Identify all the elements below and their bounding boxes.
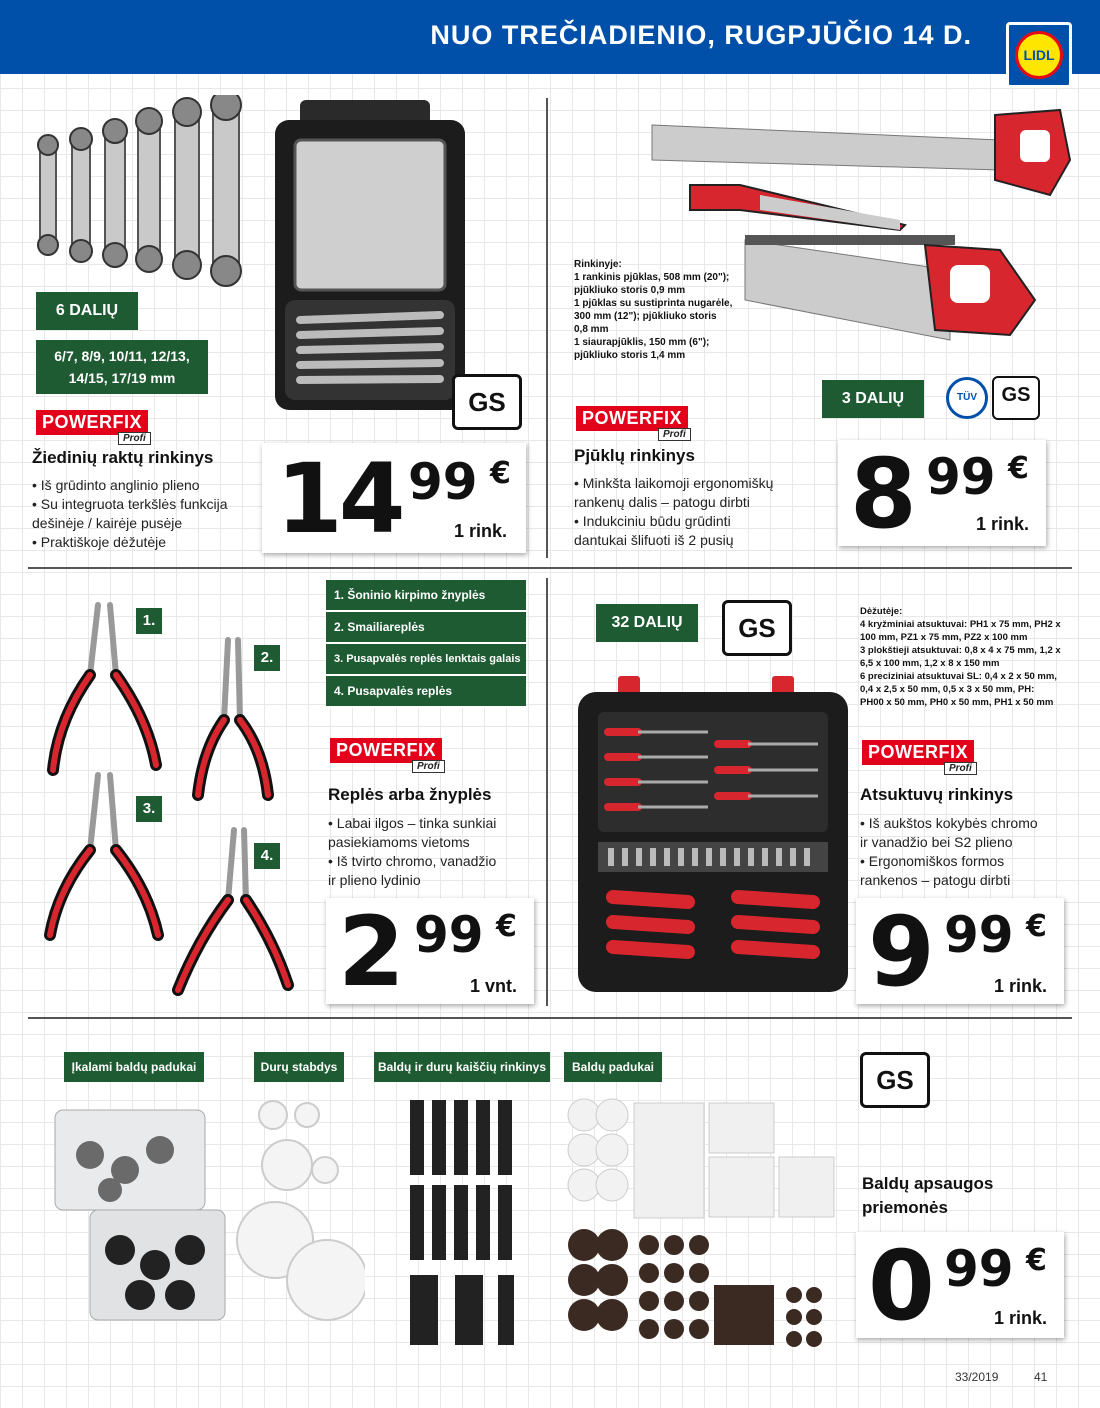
- brand-sub: Profi: [944, 762, 977, 775]
- gs-cert-icon-saw: [992, 376, 1040, 420]
- wrench-brand-logo: [36, 410, 148, 444]
- pliers-features: [328, 814, 496, 890]
- furniture-title: [862, 1172, 993, 1220]
- furniture-title-line-1: Baldų apsaugos: [862, 1174, 994, 1193]
- screwdriver-price-dec: 99: [944, 906, 1014, 964]
- wrench-price-int: 14: [276, 443, 402, 555]
- wrench-price-currency: €: [490, 456, 511, 491]
- page-number: 41: [1034, 1370, 1048, 1384]
- screwdriver-features: [860, 814, 1038, 890]
- furniture-price-dec: 99: [944, 1240, 1014, 1298]
- screwdriver-case-image: [568, 672, 858, 1002]
- pliers-feature-1: • Labai ilgos – tinka sunkiai: [328, 815, 497, 831]
- pliers-type-3: 3. Pusapvalės replės lenktais galais: [326, 644, 526, 676]
- saw-desc-8: pjūkliuko storis 1,4 mm: [574, 350, 686, 361]
- wrench-feature-4: • Praktiškoje dėžutėje: [32, 534, 167, 550]
- gs-cert-icon-screwdriver: [722, 600, 792, 656]
- pliers-price-currency: €: [496, 909, 517, 944]
- saw-brand-logo: [576, 406, 688, 440]
- wrench-price-dec: 99: [408, 453, 478, 511]
- furniture-tag-3: Baldų ir durų kaiščių rinkinys: [374, 1052, 550, 1082]
- furniture-price-currency: €: [1026, 1243, 1047, 1278]
- screwdriver-desc-2: 4 kryžminiai atsuktuvai: PH1 x 75 mm, PH2 x: [860, 619, 1061, 630]
- screwdriver-price-box: [856, 896, 1064, 1008]
- wrench-feature-2: • Su integruota terkšlės funkcija: [32, 496, 228, 512]
- pliers-num-1: 1.: [136, 608, 162, 634]
- saw-feature-3: • Indukciniu būdu grūdinti: [574, 513, 731, 529]
- tuv-cert-icon: TÜV: [946, 377, 988, 419]
- wrench-price-unit: 1 rink.: [454, 521, 508, 541]
- brand-name: POWERFIX: [330, 738, 442, 763]
- saw-price-box: [838, 438, 1046, 550]
- screwdriver-price-unit: 1 rink.: [994, 976, 1048, 996]
- furniture-price-unit: 1 rink.: [994, 1308, 1048, 1328]
- saw-desc-3: pjūkliuko storis 0,9 mm: [574, 285, 686, 296]
- pliers-type-2: 2. Smailiareplės: [326, 612, 526, 644]
- pliers-brand-logo: [330, 738, 442, 772]
- saw-desc-6: 0,8 mm: [574, 324, 609, 335]
- pliers-num-4: 4.: [254, 843, 280, 869]
- saw-title: Pjūklų rinkinys: [574, 446, 695, 465]
- pliers-price-box: [326, 896, 534, 1008]
- brand-sub: Profi: [412, 760, 445, 773]
- saw-desc-7: 1 siaurapjūklis, 150 mm (6");: [574, 337, 710, 348]
- pliers-price-int: 2: [338, 896, 405, 1008]
- nail-glides-image: [50, 1100, 230, 1330]
- header-title: NUO TREČIADIENIO, RUGPJŪČIO 14 D.: [430, 20, 972, 50]
- pliers-num-2: 2.: [254, 645, 280, 671]
- divider-horizontal-2: [28, 1017, 1072, 1019]
- pin-set-image: [400, 1095, 530, 1350]
- screwdriver-feature-4: rankenos – patogu dirbti: [860, 872, 1011, 888]
- pliers-num-3: 3.: [136, 796, 162, 822]
- saw-desc-5: 300 mm (12"); pjūkliuko storis: [574, 311, 717, 322]
- saw-price-currency: €: [1008, 451, 1029, 486]
- pliers-feature-4: ir plieno lydinio: [328, 872, 421, 888]
- lidl-logo: [1006, 22, 1072, 88]
- wrench-case-image: [270, 95, 470, 415]
- wrench-title: Žiedinių raktų rinkinys: [32, 448, 214, 467]
- screwdriver-desc-1: Dėžutėje:: [860, 606, 903, 617]
- screwdriver-feature-3: • Ergonomiškos formos: [860, 853, 1005, 869]
- brand-sub: Profi: [658, 428, 691, 441]
- gs-cert-text: GS: [468, 387, 506, 417]
- saw-desc-2: 1 rankinis pjūklas, 508 mm (20");: [574, 272, 730, 283]
- screwdriver-feature-1: • Iš aukštos kokybės chromo: [860, 815, 1038, 831]
- screwdriver-desc-5: 6,5 x 100 mm, 1,2 x 8 x 150 mm: [860, 658, 1000, 669]
- saw-desc-4: 1 pjūklas su sustiprinta nugarėle,: [574, 298, 733, 309]
- saw-price-int: 8: [850, 438, 917, 550]
- screwdriver-title: Atsuktuvų rinkinys: [860, 785, 1014, 804]
- furniture-tag-1: Įkalami baldų padukai: [64, 1052, 204, 1082]
- pliers-type-4: 4. Pusapvalės replės: [326, 676, 526, 708]
- furniture-price-int: 0: [868, 1230, 935, 1342]
- wrench-feature-1: • Iš grūdinto anglinio plieno: [32, 477, 200, 493]
- lidl-logo-text: LIDL: [1023, 47, 1055, 63]
- divider-vertical-top: [546, 98, 548, 558]
- screwdriver-brand-logo: [862, 740, 974, 774]
- saw-feature-2: rankenų dalis – patogu dirbti: [574, 494, 750, 510]
- wrench-sizes-tag: [36, 340, 208, 394]
- pliers-feature-3: • Iš tvirto chromo, vanadžio: [328, 853, 497, 869]
- screwdriver-price-currency: €: [1026, 909, 1047, 944]
- pliers-feature-2: pasiekiamoms vietoms: [328, 834, 470, 850]
- screwdriver-parts-tag: 32 DALIŲ: [596, 604, 698, 642]
- furniture-title-line-2: priemonės: [862, 1198, 948, 1217]
- saw-price-dec: 99: [926, 448, 996, 506]
- saw-contents: [574, 258, 732, 362]
- divider-horizontal-1: [28, 567, 1072, 569]
- screwdriver-desc-6: 6 preciziniai atsuktuvai SL: 0,4 x 2 x 50 mm,: [860, 671, 1057, 682]
- pliers-type-list: [326, 580, 526, 708]
- wrench-price-box: [262, 443, 526, 553]
- wrench-parts-tag: 6 DALIŲ: [36, 292, 138, 330]
- saw-desc-1: Rinkinyje:: [574, 259, 622, 270]
- furniture-tag-4: Baldų padukai: [564, 1052, 662, 1082]
- screwdriver-feature-2: ir vanadžio bei S2 plieno: [860, 834, 1013, 850]
- issue-number: 33/2019: [955, 1370, 999, 1384]
- lidl-logo-circle: [1015, 31, 1063, 79]
- pliers-title: Replės arba žnyplės: [328, 785, 492, 804]
- pliers-price-unit: 1 vnt.: [470, 976, 518, 996]
- screwdriver-price-int: 9: [868, 896, 935, 1008]
- gs-cert-text-furniture: GS: [876, 1065, 914, 1095]
- screwdriver-desc-8: PH00 x 50 mm, PH0 x 50 mm, PH1 x 50 mm: [860, 697, 1054, 708]
- screwdriver-desc-4: 3 plokštieji atsuktuvai: 0,8 x 4 x 75 mm, 1,2 x: [860, 645, 1061, 656]
- felt-pads-image: [564, 1095, 844, 1355]
- furniture-price-box: [856, 1230, 1064, 1342]
- furniture-tag-2: Durų stabdys: [254, 1052, 344, 1082]
- pliers-price-dec: 99: [414, 906, 484, 964]
- gs-cert-icon: [452, 374, 522, 430]
- screwdriver-desc-3: 100 mm, PZ1 x 75 mm, PZ2 x 100 mm: [860, 632, 1028, 643]
- saw-price-unit: 1 rink.: [976, 514, 1030, 534]
- wrench-feature-3: dešinėje / kairėje pusėje: [32, 515, 183, 531]
- gs-cert-text-screwdriver: GS: [738, 613, 776, 643]
- saw-parts-tag: 3 DALIŲ: [822, 380, 924, 418]
- gs-cert-text-saw: GS: [1001, 384, 1031, 406]
- gs-cert-icon-furniture: [860, 1052, 930, 1108]
- pliers-type-1: 1. Šoninio kirpimo žnyplės: [326, 580, 526, 612]
- saw-feature-1: • Minkšta laikomoji ergonomiškų: [574, 475, 774, 491]
- divider-vertical-middle: [546, 578, 548, 1006]
- saw-feature-4: dantukai šlifuoti iš 2 pusių: [574, 532, 734, 548]
- saw-features: [574, 474, 773, 550]
- screwdriver-desc-7: 0,4 x 2,5 x 50 mm, 0,5 x 3 x 50 mm, PH:: [860, 684, 1035, 695]
- wrench-sizes-line-1: 6/7, 8/9, 10/11, 12/13,: [54, 348, 190, 364]
- brand-name: POWERFIX: [862, 740, 974, 765]
- brand-name: POWERFIX: [576, 406, 688, 431]
- wrench-features: [32, 476, 228, 552]
- door-stopper-image: [235, 1095, 365, 1335]
- brand-sub: Profi: [118, 432, 151, 445]
- screwdriver-contents: [860, 605, 1061, 709]
- brand-name: POWERFIX: [36, 410, 148, 435]
- wrench-image: [30, 95, 260, 295]
- wrench-sizes-line-2: 14/15, 17/19 mm: [68, 370, 176, 386]
